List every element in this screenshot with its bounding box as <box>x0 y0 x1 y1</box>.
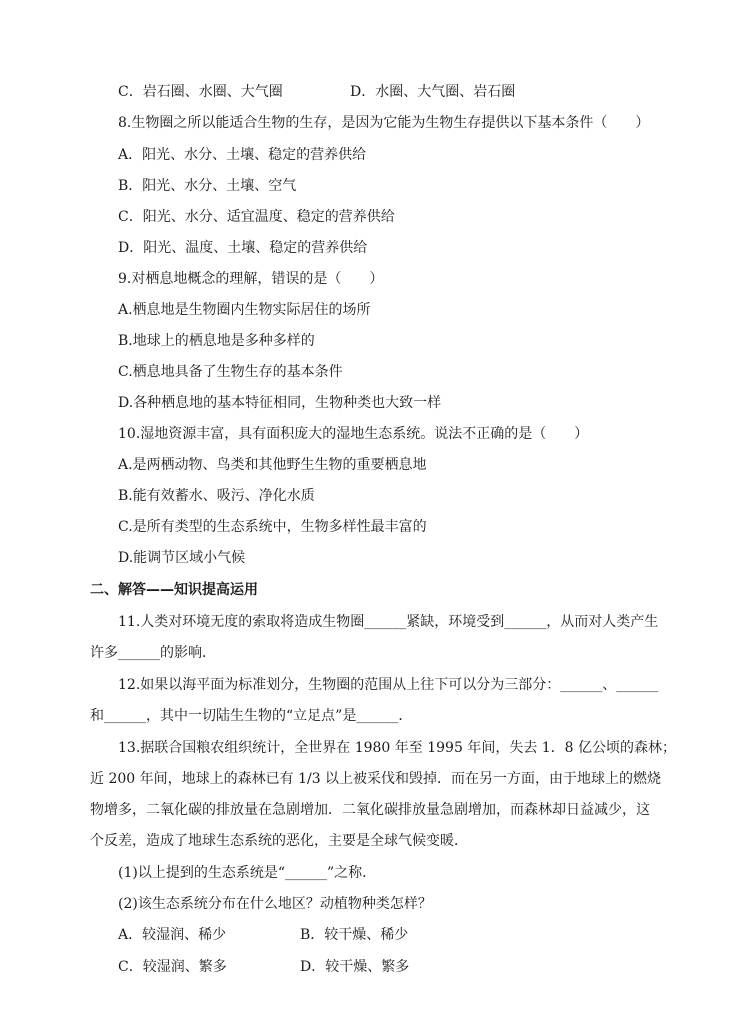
option-d-q8: D．阳光、温度、土壤、稳定的营养供给 <box>118 240 368 256</box>
question-9: 9.对栖息地概念的理解，错误的是（ ） <box>118 271 384 287</box>
option-d-q7: D．水圈、大气圈、岩石圈 <box>350 84 516 100</box>
option-d-q10: D.能调节区域小气候 <box>118 550 246 566</box>
question-13-part-1: (1)以上提到的生态系统是“______”之称． <box>118 865 377 881</box>
question-11-line-2: 许多______的影响． <box>90 645 216 661</box>
option-c-q10: C.是所有类型的生态系统中，生物多样性最丰富的 <box>118 519 427 535</box>
question-13-line-2: 近 200 年间，地球上的森林已有 1/3 以上被采伐和毁掉．而在另一方面，由于地球上的燃烧 <box>90 771 662 787</box>
question-12-line-1: 12.如果以海平面为标准划分，生物圈的范围从上往下可以分为三部分：______、______ <box>118 677 659 693</box>
option-a-q9: A.栖息地是生物圈内生物实际居住的场所 <box>118 302 371 318</box>
section-heading: 二、解答——知识提高运用 <box>90 582 258 598</box>
question-13-part-2: (2)该生态系统分布在什么地区？动植物种类怎样？ <box>118 896 432 912</box>
option-d-q9: D.各种栖息地的基本特征相同，生物种类也大致一样 <box>118 395 442 411</box>
option-c-q7: C．岩石圈、水圈、大气圈 <box>118 84 283 100</box>
question-13-line-4: 个反差，造成了地球生态系统的恶化，主要是全球气候变暖． <box>90 833 468 849</box>
option-b-q13-2: B．较干燥、稀少 <box>300 927 409 943</box>
option-d-q13-2: D．较干燥、繁多 <box>300 959 410 975</box>
question-8: 8.生物圈之所以能适合生物的生存，是因为它能为生物生存提供以下基本条件（ ） <box>118 115 650 131</box>
option-a-q13-2: A．较湿润、稀少 <box>118 927 227 943</box>
option-b-q8: B．阳光、水分、土壤、空气 <box>118 178 297 194</box>
option-a-q10: A.是两栖动物、鸟类和其他野生生物的重要栖息地 <box>118 457 427 473</box>
option-c-q8: C．阳光、水分、适宜温度、稳定的营养供给 <box>118 209 395 225</box>
question-10: 10.湿地资源丰富，具有面积庞大的湿地生态系统。说法不正确的是（ ） <box>118 426 589 442</box>
question-11-line-1: 11.人类对环境无度的索取将造成生物圈______紧缺，环境受到______，从而对人类产生 <box>118 614 659 630</box>
question-13-line-3: 物增多，二氧化碳的排放量在急剧增加．二氧化碳排放量急剧增加，而森林却日益减少，这 <box>90 802 650 818</box>
question-13-line-1: 13.据联合国粮农组织统计，全世界在 1980 年至 1995 年间，失去 1．8 亿公顷的森林； <box>118 740 677 756</box>
option-a-q8: A．阳光、水分、土壤、稳定的营养供给 <box>118 147 367 163</box>
question-12-line-2: 和______，其中一切陆生生物的“立足点”是______． <box>90 708 413 724</box>
option-c-q9: C.栖息地具备了生物生存的基本条件 <box>118 364 343 380</box>
option-c-q13-2: C．较湿润、繁多 <box>118 959 227 975</box>
option-b-q9: B.地球上的栖息地是多种多样的 <box>118 333 315 349</box>
option-b-q10: B.能有效蓄水、吸污、净化水质 <box>118 488 315 504</box>
